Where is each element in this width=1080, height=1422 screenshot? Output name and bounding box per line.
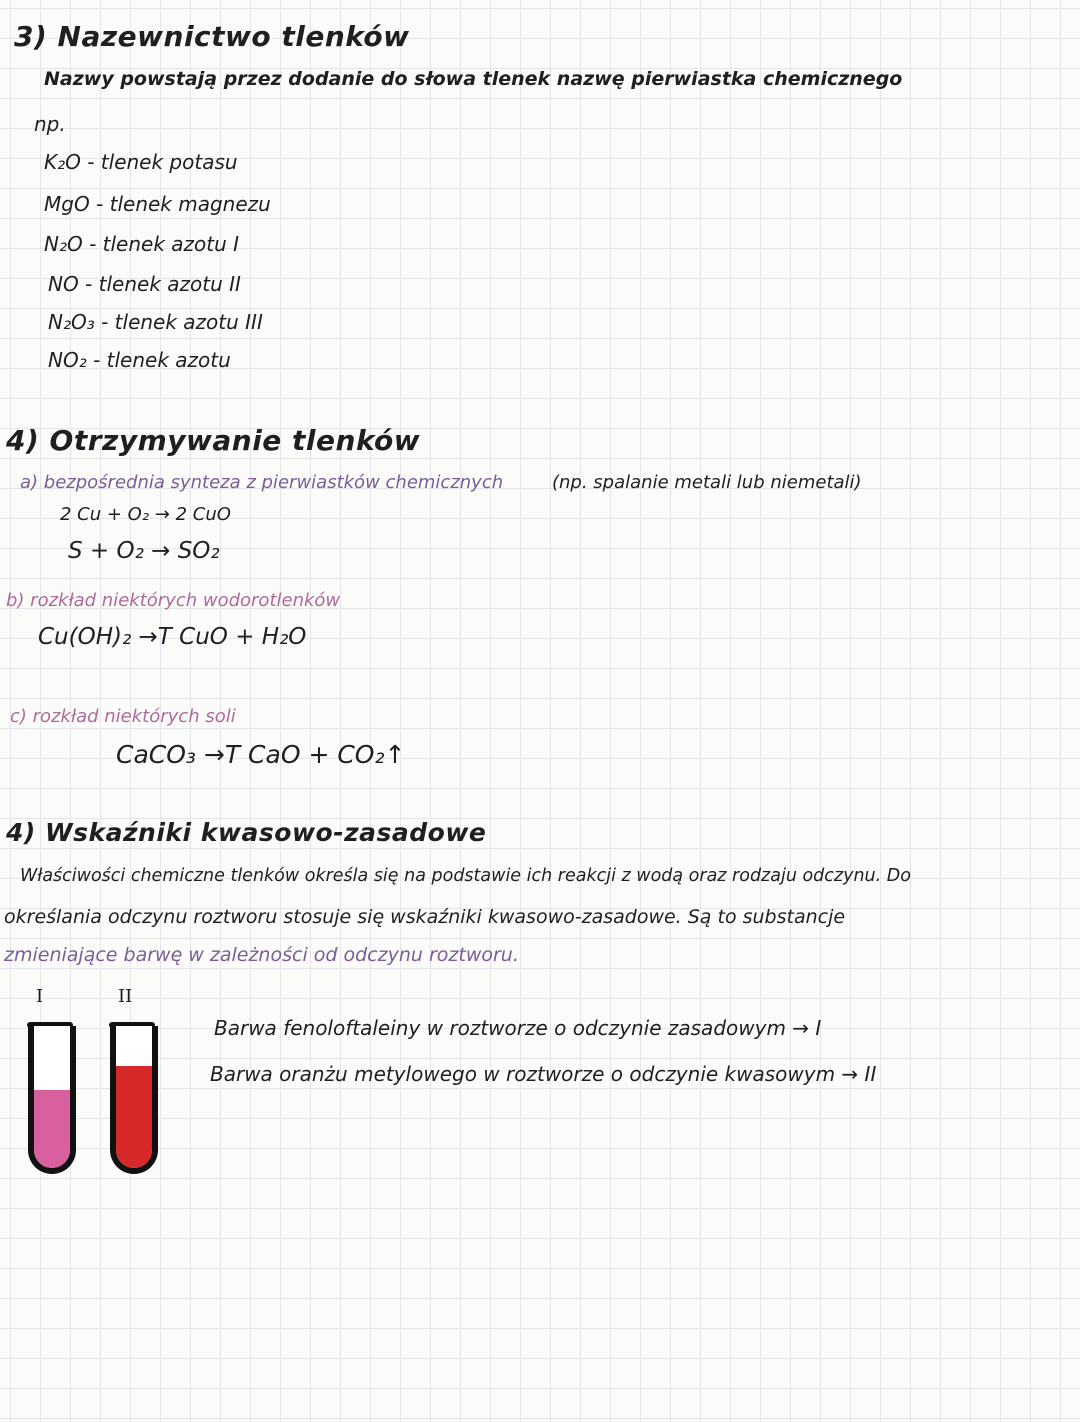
oxide-example-5: N₂O₃ - tlenek azotu III bbox=[48, 310, 263, 334]
method-b-equation: Cu(OH)₂ →T CuO + H₂O bbox=[38, 624, 307, 650]
method-a-label: a) bezpośrednia synteza z pierwiastków chemicznych bbox=[20, 472, 504, 493]
test-tube-2 bbox=[110, 1026, 158, 1174]
method-c-label: c) rozkład niektórych soli bbox=[10, 706, 236, 727]
section-4-heading: 4) Otrzymywanie tlenków bbox=[6, 424, 421, 457]
section-3-intro: Nazwy powstają przez dodanie do słowa tlenek nazwę pierwiastka chemicznego bbox=[44, 68, 903, 90]
tube-2-label: II bbox=[118, 986, 133, 1007]
test-tube-1 bbox=[28, 1026, 76, 1174]
method-a-note: (np. spalanie metali lub niemetali) bbox=[552, 472, 862, 493]
oxide-example-3: N₂O - tlenek azotu I bbox=[44, 232, 240, 256]
method-c-equation: CaCO₃ →T CaO + CO₂↑ bbox=[116, 740, 406, 769]
example-prefix: np. bbox=[34, 112, 66, 136]
tube-2-liquid bbox=[116, 1066, 152, 1168]
oxide-example-4: NO - tlenek azotu II bbox=[48, 272, 241, 296]
method-a-equation-2: S + O₂ → SO₂ bbox=[68, 538, 220, 564]
oxide-example-1: K₂O - tlenek potasu bbox=[44, 150, 238, 174]
section-3-heading: 3) Nazewnictwo tlenków bbox=[14, 20, 410, 53]
oxide-example-6: NO₂ - tlenek azotu bbox=[48, 348, 231, 372]
method-b-label: b) rozkład niektórych wodorotlenków bbox=[6, 590, 341, 611]
tube-1-label: I bbox=[36, 986, 44, 1007]
method-a-equation-1: 2 Cu + O₂ → 2 CuO bbox=[60, 504, 231, 525]
indicator-description-2: Barwa oranżu metylowego w roztworze o odczynie kwasowym → II bbox=[210, 1062, 877, 1086]
indicators-paragraph-line-3: zmieniające barwę w zależności od odczynu roztworu. bbox=[4, 944, 519, 966]
section-5-heading: 4) Wskaźniki kwasowo-zasadowe bbox=[6, 818, 487, 847]
indicator-description-1: Barwa fenoloftaleiny w roztworze o odczynie zasadowym → I bbox=[214, 1016, 822, 1040]
indicators-paragraph-line-1: Właściwości chemiczne tlenków określa się na podstawie ich reakcji z wodą oraz rodzaju odczynu. Do bbox=[20, 866, 911, 886]
oxide-example-2: MgO - tlenek magnezu bbox=[44, 192, 271, 216]
tube-1-liquid bbox=[34, 1090, 70, 1168]
indicators-paragraph-line-2: określania odczynu roztworu stosuje się wskaźniki kwasowo-zasadowe. Są to substancje bbox=[4, 906, 846, 928]
